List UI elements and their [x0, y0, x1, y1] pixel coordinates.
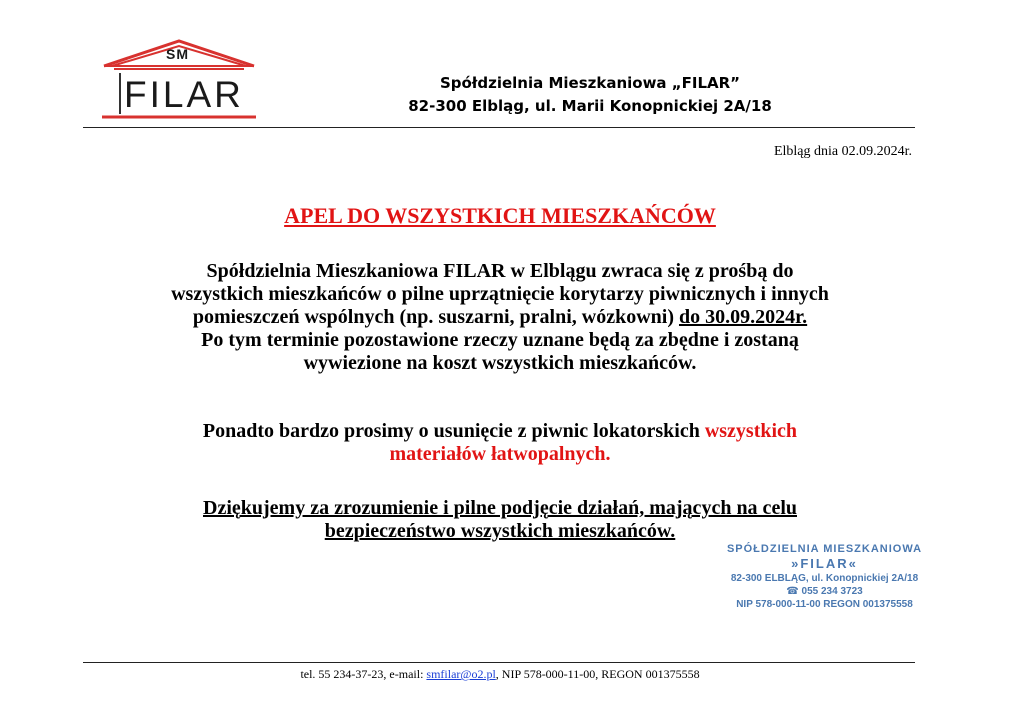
p1-line-text: pomieszczeń wspólnych (np. suszarni, pralni, wózkowni) [192, 306, 679, 328]
p3-line: bezpieczeństwo wszystkich mieszkańców. [324, 520, 676, 542]
document-title: APEL DO WSZYSTKICH MIESZKAŃCÓW [284, 203, 716, 228]
company-logo [100, 38, 258, 120]
footer-text: tel. 55 234-37-23, e-mail: [300, 667, 427, 681]
deadline-date: do 30.09.2024r. [678, 306, 808, 328]
p2-red-line: materiałów łatwopalnych. [389, 443, 611, 465]
document-date: Elbląg dnia 02.09.2024r. [773, 144, 912, 159]
company-name: Spółdzielnia Mieszkaniowa „FILAR” [439, 74, 741, 92]
company-stamp [722, 543, 927, 610]
paragraph-appeal [90, 260, 910, 375]
p1-line: wywiezione na koszt wszystkich mieszkańców. [303, 352, 697, 374]
letterhead [380, 72, 800, 118]
footer [0, 667, 1000, 682]
p2-red-text: wszystkich [704, 420, 798, 442]
stamp-line: NIP 578-000-11-00 REGON 001375558 [736, 599, 913, 610]
p1-line: Po tym terminie pozostawione rzeczy uznane będą za zbędne i zostaną [201, 329, 799, 351]
p3-line: Dziękujemy za zrozumienie i pilne podjęcie działań, mających na celu [203, 497, 797, 519]
logo-filar-text: FILAR [124, 74, 244, 115]
paragraph-thanks [90, 497, 910, 543]
header-divider [83, 127, 915, 128]
p1-line: wszystkich mieszkańców o pilne uprzątnięcie korytarzy piwnicznych i innych [171, 283, 829, 305]
p2-line [90, 420, 910, 443]
email-link[interactable]: smfilar@o2.pl [426, 667, 496, 681]
p1-line: Spółdzielnia Mieszkaniowa FILAR w Elblągu zwraca się z prośbą do [206, 260, 794, 282]
paragraph-flammable [90, 420, 910, 466]
p1-line [90, 306, 910, 329]
footer-text: , NIP 578-000-11-00, REGON 001375558 [495, 667, 700, 681]
logo-sm-text: SM [166, 46, 189, 62]
footer-divider [83, 662, 915, 663]
stamp-line: SPÓŁDZIELNIA MIESZKANIOWA [726, 543, 923, 555]
stamp-line: »FILAR« [791, 556, 858, 571]
company-address: 82-300 Elbląg, ul. Marii Konopnickiej 2A/18 [408, 97, 772, 115]
p2-text: Ponadto bardzo prosimy o usunięcie z piwnic lokatorskich [202, 420, 705, 442]
stamp-line: 82-300 ELBLĄG, ul. Konopnickiej 2A/18 [730, 573, 919, 584]
stamp-line: ☎ 055 234 3723 [786, 586, 863, 597]
